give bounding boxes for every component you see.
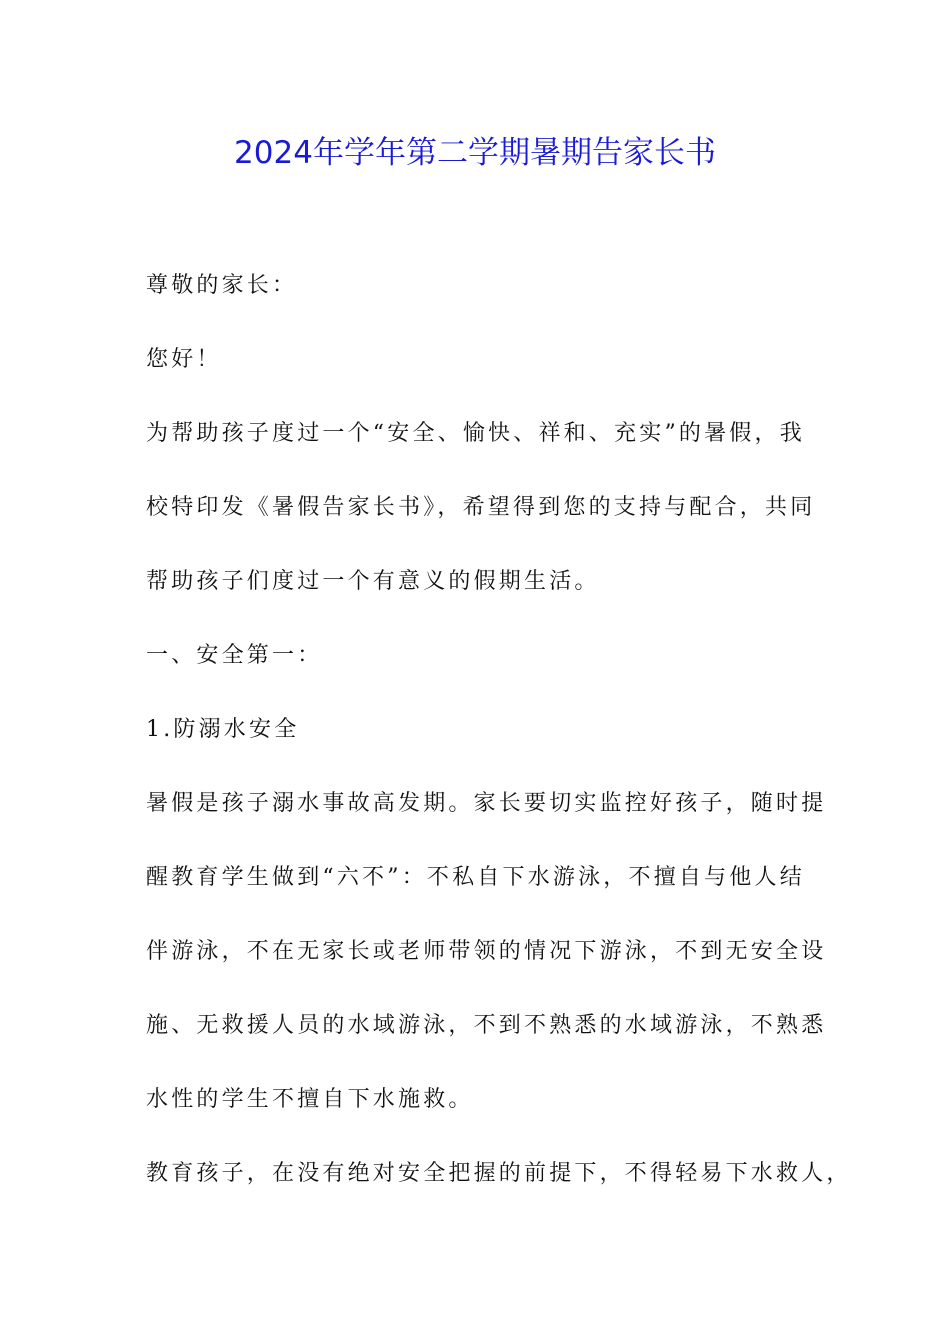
text-line: 一、安全第一： [146,643,323,668]
text-line: 帮助孩子们度过一个有意义的假期生活。 [146,569,600,594]
text-line: 校特印发《暑假告家长书》，希望得到您的支持与配合，共同 [146,495,816,520]
intro-paragraph [146,410,826,606]
section-heading [146,632,826,680]
text-line: 1.防溺水安全 [146,717,300,742]
rescue-advice-paragraph [146,1150,852,1198]
text-line: 水性的学生不擅自下水施救。 [146,1087,474,1112]
subsection-heading [146,706,826,754]
text-line: 教育孩子，在没有绝对安全把握的前提下，不得轻易下水救人， [146,1161,852,1186]
text-line: 伴游泳，不在无家长或老师带领的情况下游泳，不到无安全设 [146,939,827,964]
text-line: 暑假是孩子溺水事故高发期。家长要切实监控好孩子，随时提 [146,791,827,816]
drowning-safety-paragraph [146,780,826,1124]
text-line: 尊敬的家长： [146,273,298,298]
salutation-paragraph [146,262,826,310]
document-body [146,262,852,1224]
text-line: 为帮助孩子度过一个“安全、愉快、祥和、充实”的暑假，我 [146,421,805,446]
text-line: 醒教育学生做到“六不”：不私自下水游泳，不擅自与他人结 [146,865,805,890]
greeting-paragraph [146,336,826,384]
text-line: 您好！ [146,347,222,372]
text-line: 施、无救援人员的水域游泳，不到不熟悉的水域游泳，不熟悉 [146,1013,827,1038]
document-title: 2024年学年第二学期暑期告家长书 [234,135,716,171]
